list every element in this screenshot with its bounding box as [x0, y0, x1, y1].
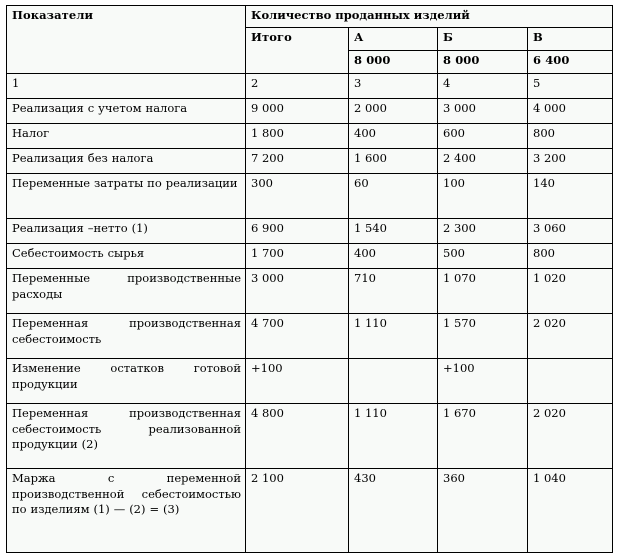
row-value-1: 2 100	[246, 469, 349, 553]
row-value-4: 2 020	[528, 314, 613, 359]
row-value-3: 500	[438, 244, 528, 269]
row-value-1: 4 700	[246, 314, 349, 359]
row-label: Переменные производственные расходы	[7, 269, 246, 314]
row-label: Изменение остатков готовой продукции	[7, 359, 246, 404]
row-value-3: 3 000	[438, 99, 528, 124]
row-label: Реализация с учетом налога	[7, 99, 246, 124]
row-value-1: +100	[246, 359, 349, 404]
row-value-3: 2 300	[438, 219, 528, 244]
table-row	[7, 124, 613, 149]
row-value-2: 1 600	[349, 149, 438, 174]
row-value-4: 3 060	[528, 219, 613, 244]
row-label: Налог	[7, 124, 246, 149]
table-row	[7, 174, 613, 219]
row-value-2: 430	[349, 469, 438, 553]
header-cell-quantity-3: 8 000	[438, 51, 528, 74]
row-value-2: 1 540	[349, 219, 438, 244]
row-label: Себестоимость сырья	[7, 244, 246, 269]
row-value-4: 800	[528, 124, 613, 149]
row-value-3: 100	[438, 174, 528, 219]
row-value-4: 140	[528, 174, 613, 219]
row-value-3: 1 570	[438, 314, 528, 359]
table-row	[7, 314, 613, 359]
table-row	[7, 404, 613, 469]
row-value-3: +100	[438, 359, 528, 404]
row-value-4: 1 020	[528, 269, 613, 314]
row-value-3: 600	[438, 124, 528, 149]
row-value-1: 7 200	[246, 149, 349, 174]
header-cell-label-column: Показатели	[7, 6, 246, 74]
row-value-1: 9 000	[246, 99, 349, 124]
row-label: Переменная производственная себестоимость	[7, 314, 246, 359]
row-label: Переменные затраты по реализации	[7, 174, 246, 219]
table-header-row-group	[7, 6, 613, 28]
row-value-1: 6 900	[246, 219, 349, 244]
column-number-5: 5	[528, 74, 613, 99]
header-cell-group-title: Количество проданных изделий	[246, 6, 613, 28]
row-value-1: 1 700	[246, 244, 349, 269]
row-value-1: 1 800	[246, 124, 349, 149]
column-number-1: 1	[7, 74, 246, 99]
row-label: Маржа с переменной производственной себестоимостью по изделиям (1) — (2) = (3)	[7, 469, 246, 553]
row-value-2: 400	[349, 124, 438, 149]
column-number-3: 3	[349, 74, 438, 99]
row-value-4	[528, 359, 613, 404]
row-value-4: 2 020	[528, 404, 613, 469]
row-value-3: 2 400	[438, 149, 528, 174]
document-sheet	[6, 5, 612, 517]
row-value-2: 2 000	[349, 99, 438, 124]
column-number-2: 2	[246, 74, 349, 99]
row-value-4: 800	[528, 244, 613, 269]
header-cell-column-2: А	[349, 28, 438, 51]
row-value-1: 3 000	[246, 269, 349, 314]
row-value-4: 1 040	[528, 469, 613, 553]
header-cell-quantity-4: 6 400	[528, 51, 613, 74]
row-value-1: 300	[246, 174, 349, 219]
row-value-2: 1 110	[349, 314, 438, 359]
row-label: Реализация без налога	[7, 149, 246, 174]
row-label: Реализация –нетто (1)	[7, 219, 246, 244]
header-cell-column-1: Итого	[246, 28, 349, 74]
row-value-4: 4 000	[528, 99, 613, 124]
table-row	[7, 244, 613, 269]
table-row	[7, 219, 613, 244]
row-label: Переменная производственная себестоимость реализованной продукции (2)	[7, 404, 246, 469]
row-value-3: 360	[438, 469, 528, 553]
table-body	[7, 6, 613, 553]
variable-costing-table	[6, 5, 613, 553]
table-row	[7, 269, 613, 314]
row-value-1: 4 800	[246, 404, 349, 469]
header-cell-column-3: Б	[438, 28, 528, 51]
header-cell-column-4: В	[528, 28, 613, 51]
table-row	[7, 469, 613, 553]
table-row	[7, 359, 613, 404]
row-value-2: 400	[349, 244, 438, 269]
row-value-3: 1 070	[438, 269, 528, 314]
row-value-2: 60	[349, 174, 438, 219]
table-row	[7, 149, 613, 174]
column-number-4: 4	[438, 74, 528, 99]
row-value-2: 710	[349, 269, 438, 314]
row-value-2: 1 110	[349, 404, 438, 469]
row-value-3: 1 670	[438, 404, 528, 469]
table-column-number-row	[7, 74, 613, 99]
header-cell-quantity-2: 8 000	[349, 51, 438, 74]
table-row	[7, 99, 613, 124]
row-value-2	[349, 359, 438, 404]
row-value-4: 3 200	[528, 149, 613, 174]
